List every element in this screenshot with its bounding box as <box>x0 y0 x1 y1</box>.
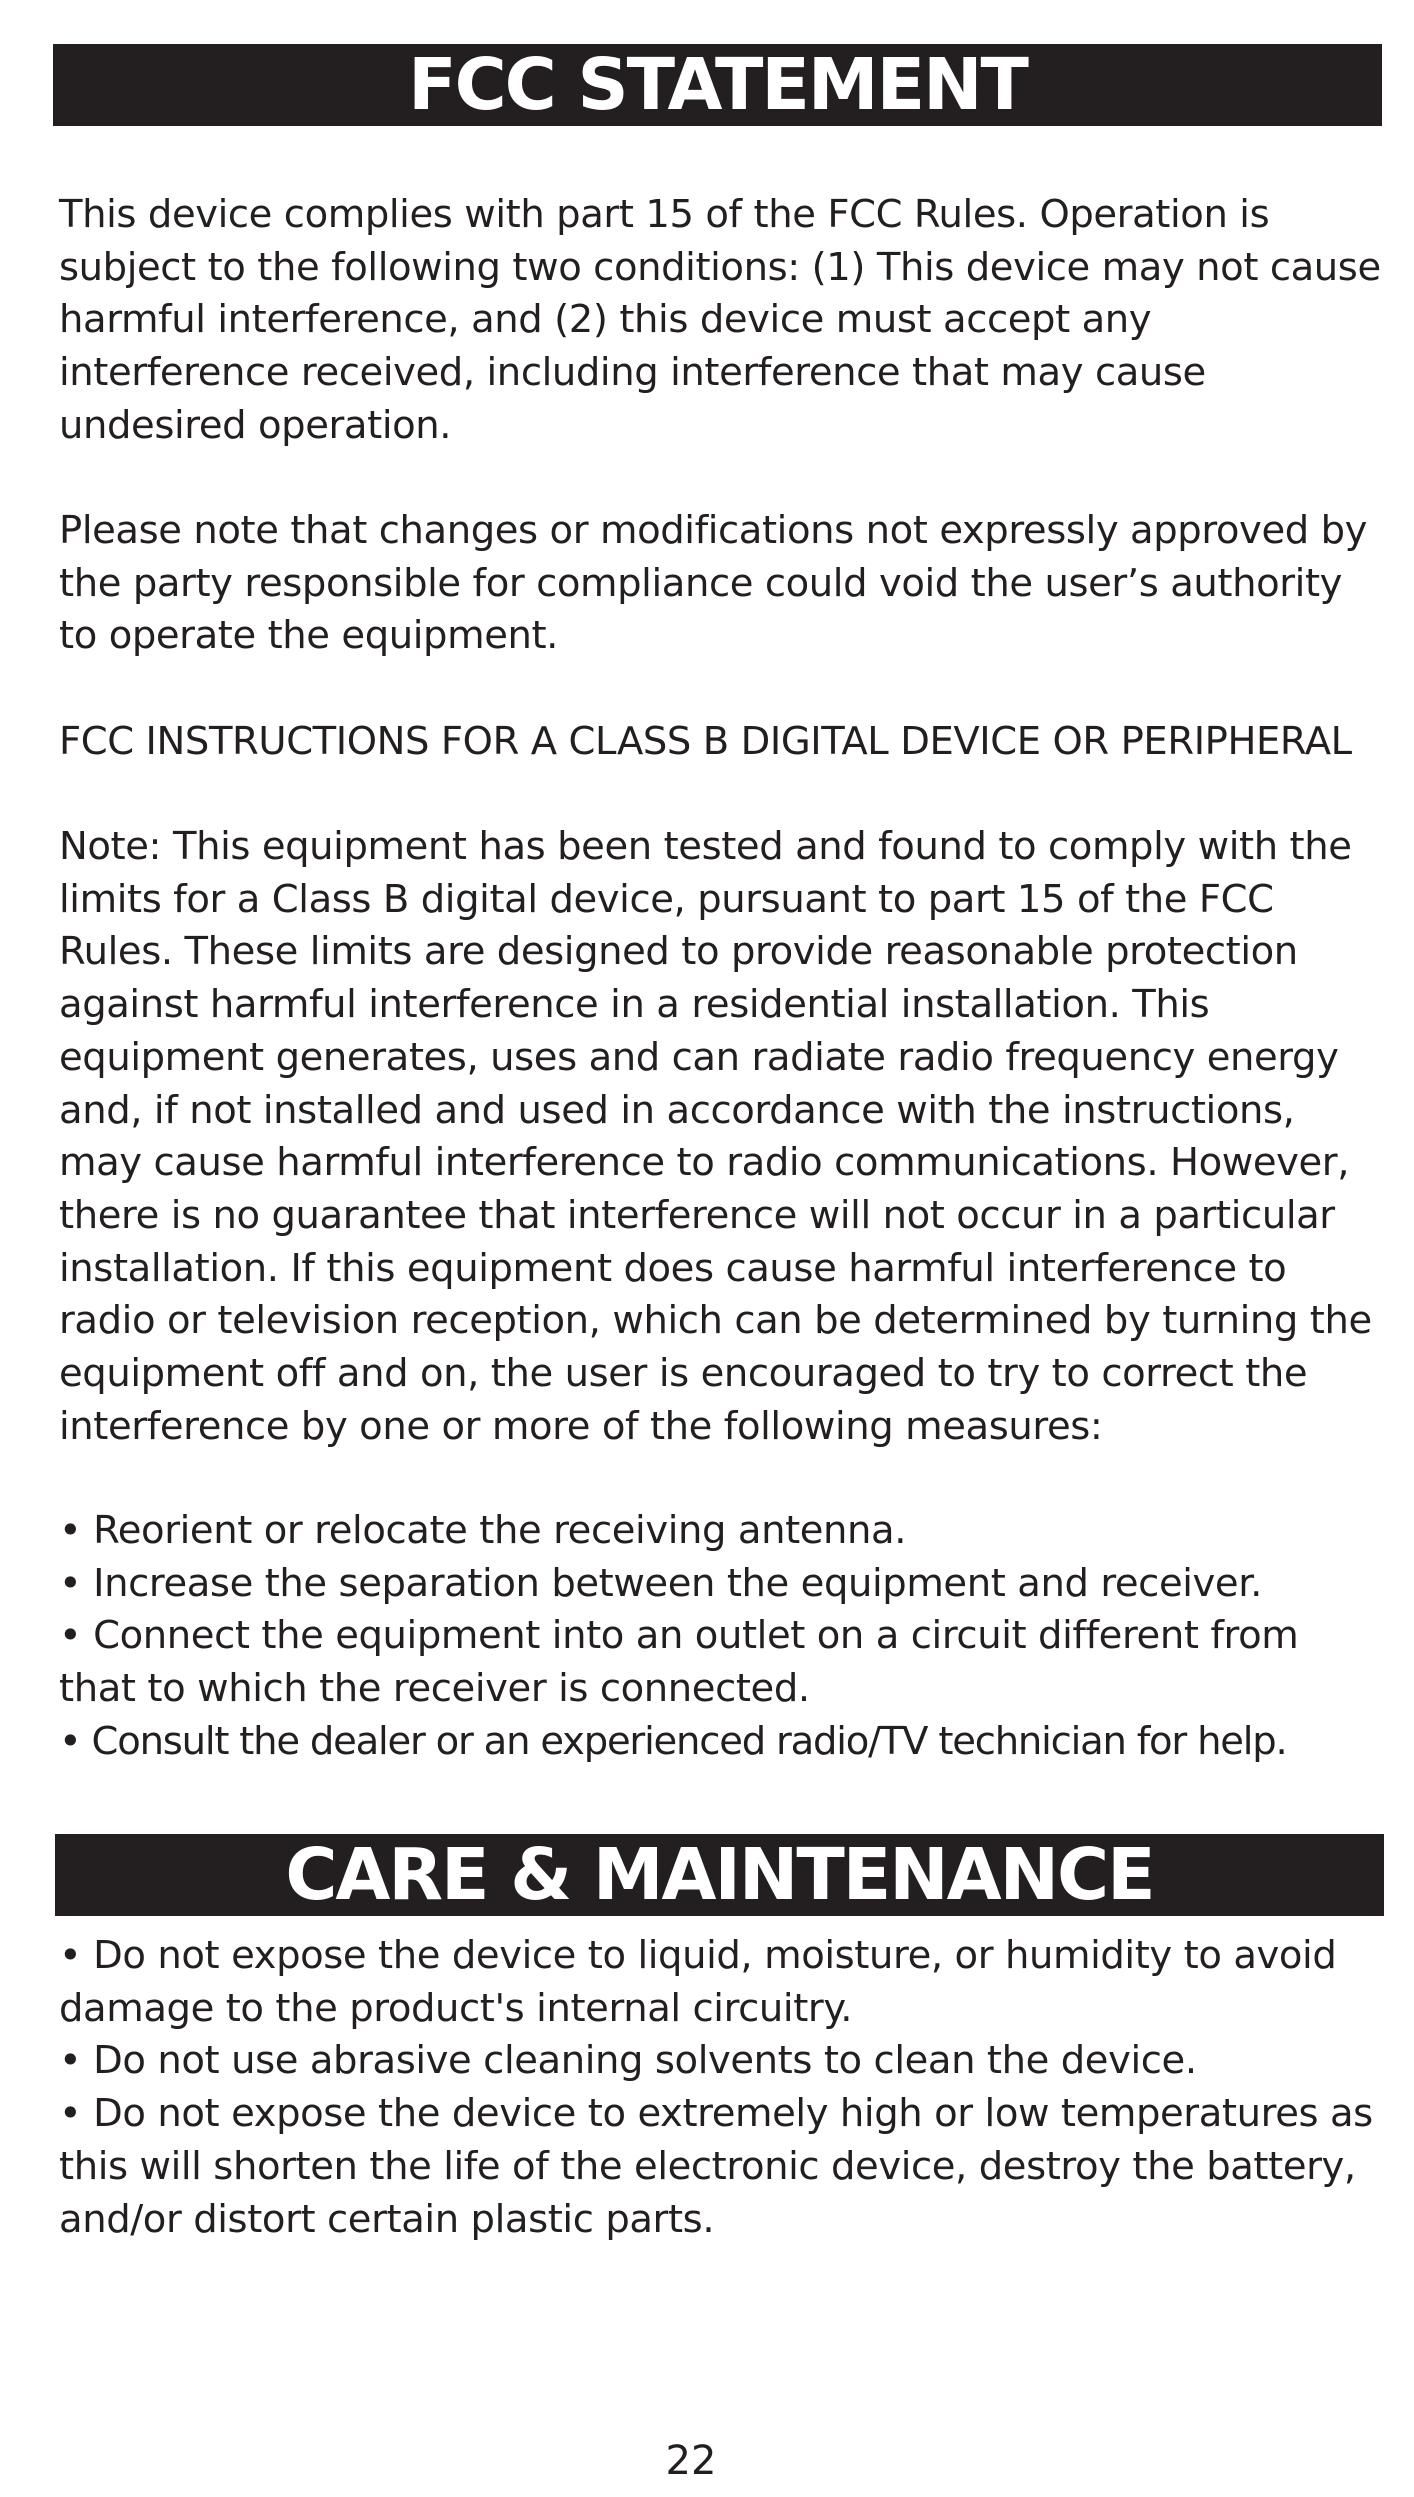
fcc-note-text: Note: This equipment has been tested and found to comply with the limits for a Class B digital device, pursuant to part 15 of the FCC Rules. These limits are designed to provide reasonable protection against harmful interference in a residential installation. This equipment generates, uses and can radiate radio frequency energy and, if not installed and used in accordance with the instructions, may cause harmful interference to radio communications. However, there is no guarantee that interference will not occur in a particular installation. If this equipment does cause harmful interference to radio or television reception, which can be determined by turning the equipment off and on, the user is encouraged to try to correct the interference by one or more of the following measures: <box>59 824 1372 1449</box>
list-item: • Increase the separation between the equipment and receiver. <box>59 1560 1262 1606</box>
page-number: 22 <box>665 2438 717 2484</box>
fcc-paragraph-1: This device complies with part 15 of the FCC Rules. Operation is subject to the following two conditions: (1) This device may not cause harmful interference, and (2) this device must accept any interference received, including interference that may cause undesired operation. <box>59 192 1381 448</box>
care-maintenance-heading: CARE & MAINTENANCE <box>55 1834 1384 1916</box>
list-item: • Consult the dealer or an experienced radio/TV technician for help. <box>59 1718 1287 1764</box>
fcc-instructions-text: FCC INSTRUCTIONS FOR A CLASS B DIGITAL DEVICE OR PERIPHERAL <box>59 719 1352 764</box>
list-item: • Connect the equipment into an outlet on a circuit different from that to which the receiver is connected. <box>59 1613 1299 1712</box>
fcc-statement-heading: FCC STATEMENT <box>53 44 1382 126</box>
fcc-instructions-heading <box>59 716 1384 769</box>
list-item: • Do not expose the device to liquid, moisture, or humidity to avoid damage to the product's internal circuitry. <box>59 1933 1337 2031</box>
fcc-compliance-paragraph <box>59 189 1384 453</box>
fcc-paragraph-2: Please note that changes or modifications not expressly approved by the party responsible for compliance could void the user’s authority to operate the equipment. <box>59 508 1368 659</box>
list-item: • Do not expose the device to extremely high or low temperatures as this will shorten the life of the electronic device, destroy the battery, and/or distort certain plastic parts. <box>59 2091 1373 2242</box>
fcc-note-paragraph <box>59 821 1384 1453</box>
list-item: • Do not use abrasive cleaning solvents to clean the device. <box>59 2038 1197 2084</box>
fcc-measures-list <box>59 1505 1384 1769</box>
care-items-list <box>59 1930 1384 2246</box>
list-item: • Reorient or relocate the receiving antenna. <box>59 1508 907 1553</box>
fcc-modifications-paragraph <box>59 505 1384 663</box>
